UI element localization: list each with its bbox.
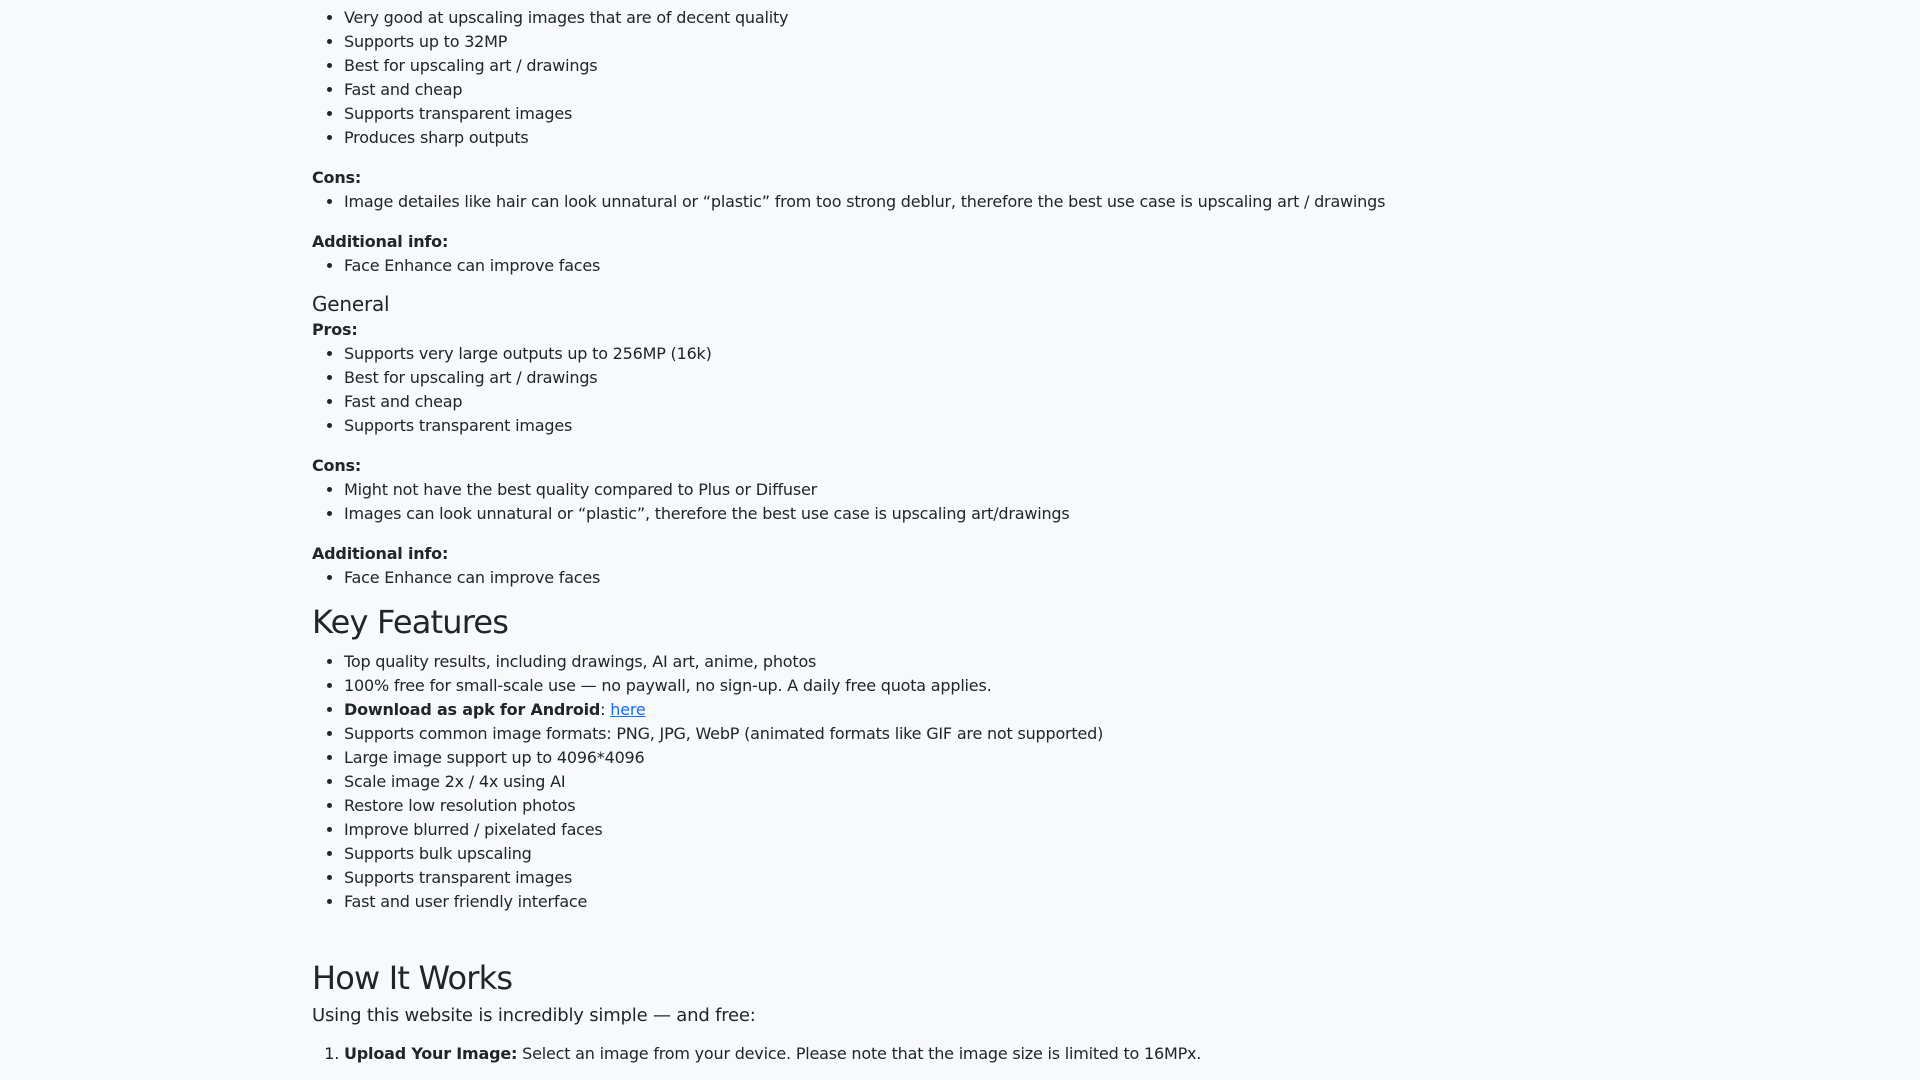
list-item: • Supports transparent images xyxy=(344,866,1612,890)
list-item: • Supports transparent images xyxy=(344,414,1612,438)
list-item: • Large image support up to 4096*4096 xyxy=(344,746,1612,770)
step-item xyxy=(344,1042,1612,1066)
list-item: • Fast and cheap xyxy=(344,78,1612,102)
how-it-works-heading: How It Works xyxy=(312,959,513,997)
list-item: • Fast and user friendly interface xyxy=(344,890,1612,914)
top-info-list xyxy=(312,254,1612,278)
pros-label: Pros: xyxy=(312,320,358,339)
list-item: • Face Enhance can improve faces xyxy=(344,566,1612,590)
list-item-apk xyxy=(344,698,1612,722)
top-pros-list xyxy=(312,6,1612,150)
list-item: • Best for upscaling art / drawings xyxy=(344,366,1612,390)
additional-info-label: Additional info: xyxy=(312,544,449,563)
step-text: Select an image from your device. Please note that the image size is limited to 16MPx. xyxy=(517,1044,1202,1063)
general-pros-list xyxy=(312,342,1612,438)
apk-separator: : xyxy=(600,700,606,719)
list-item: • Improve blurred / pixelated faces xyxy=(344,818,1612,842)
list-item: • Face Enhance can improve faces xyxy=(344,254,1612,278)
general-heading: General xyxy=(312,292,390,316)
step-label: Upload Your Image: xyxy=(344,1044,518,1063)
top-cons-list xyxy=(312,190,1612,214)
apk-label: Download as apk for Android xyxy=(344,700,601,719)
key-features-heading: Key Features xyxy=(312,603,509,641)
list-item: • Scale image 2x / 4x using AI xyxy=(344,770,1612,794)
how-it-works-steps xyxy=(312,1042,1612,1066)
how-it-works-intro: Using this website is incredibly simple — and free: xyxy=(312,1005,756,1026)
list-item: • Supports transparent images xyxy=(344,102,1612,126)
list-item: • Might not have the best quality compared to Plus or Diffuser xyxy=(344,478,1612,502)
list-item: • Images can look unnatural or “plastic”, therefore the best use case is upscaling art/drawings xyxy=(344,502,1612,526)
cons-label: Cons: xyxy=(312,168,362,187)
list-item: • Restore low resolution photos xyxy=(344,794,1612,818)
list-item: • Supports up to 32MP xyxy=(344,30,1612,54)
list-item: • Very good at upscaling images that are of decent quality xyxy=(344,6,1612,30)
cons-label: Cons: xyxy=(312,456,362,475)
list-item: • Top quality results, including drawings, AI art, anime, photos xyxy=(344,650,1612,674)
list-item: • Fast and cheap xyxy=(344,390,1612,414)
article-content xyxy=(312,0,1612,1066)
additional-info-label: Additional info: xyxy=(312,232,449,251)
list-item: • Image detailes like hair can look unnatural or “plastic” from too strong deblur, therefore the best use case is upscaling art / drawings xyxy=(344,190,1612,214)
list-item: • Produces sharp outputs xyxy=(344,126,1612,150)
key-features-list xyxy=(312,650,1612,914)
list-item: • Supports very large outputs up to 256MP (16k) xyxy=(344,342,1612,366)
list-item: • Supports bulk upscaling xyxy=(344,842,1612,866)
list-item: • Best for upscaling art / drawings xyxy=(344,54,1612,78)
apk-download-link[interactable]: here xyxy=(610,700,646,719)
list-item: • Supports common image formats: PNG, JPG, WebP (animated formats like GIF are not supported) xyxy=(344,722,1612,746)
general-info-list xyxy=(312,566,1612,590)
list-item: • 100% free for small-scale use — no paywall, no sign-up. A daily free quota applies. xyxy=(344,674,1612,698)
general-cons-list xyxy=(312,478,1612,526)
